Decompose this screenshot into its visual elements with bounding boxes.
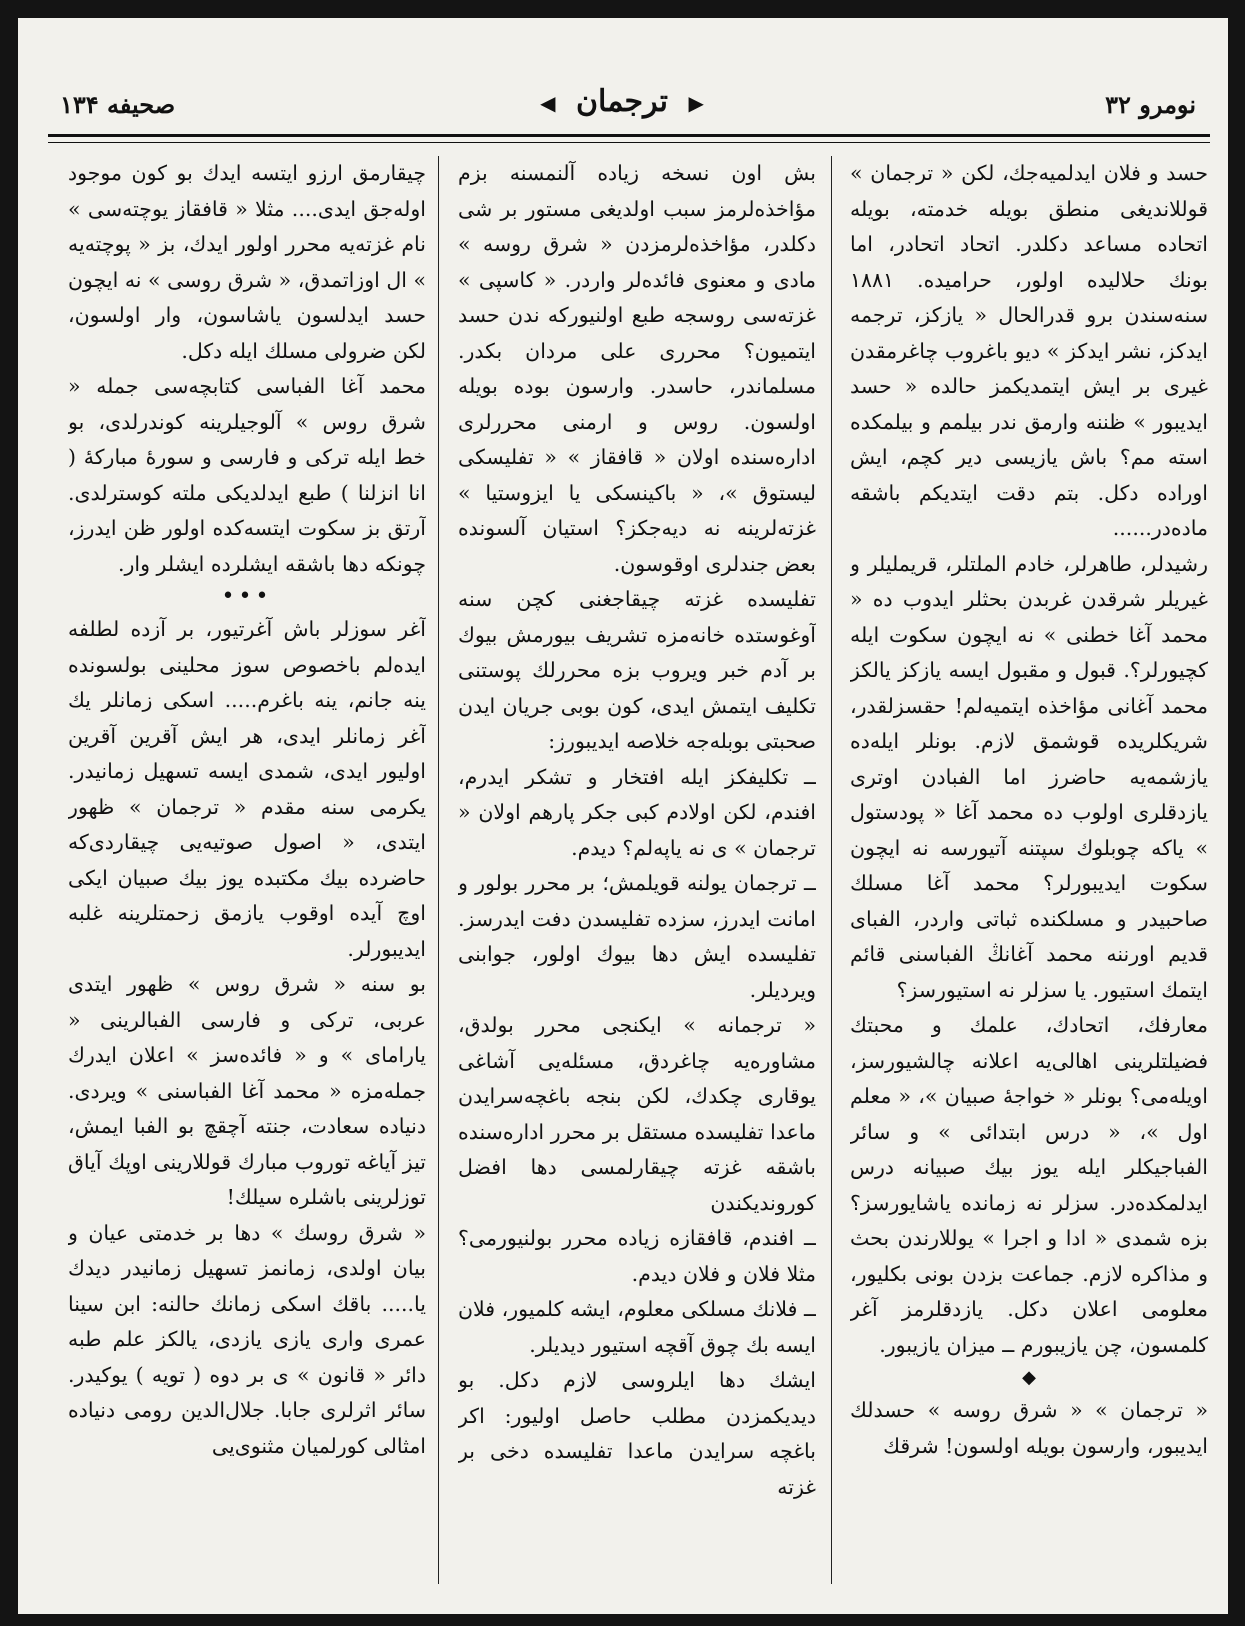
paragraph: ــ تكلیفكز ایله افتخار و تشكر ایدرم، افندم، لكن اولادم كبی جكر پارهم اولان « ترجمان » ی نه یاپه‌لم؟ دیدم. bbox=[458, 764, 816, 860]
newspaper-title: ترجمان bbox=[576, 84, 668, 119]
paragraph: معارفك، اتحادك، علمك و محبتك فضیلتلرینی اهالی‌یه اعلانه چالشیورسز، اویله‌می؟ بونلر « خواجهٔ صبیان »، « معلم اول »، « درس ابتدائی » و سائر الفباجیكلر ایله یوز بیك صبیانه درس ایدلمكده‌در. سزلر نه زمانده یاشایورسز؟ بزه شمدی « ادا و اجرا » یوللارندن بحث و مذاكره لازم. جماعت بزدن بونی بكلیور، معلومی اعلان دكل. یازدقلرمز آغر كلمسون، چن یازیبورم ــ میزان یازیبور. bbox=[850, 1013, 1208, 1357]
column-middle bbox=[458, 156, 816, 1594]
column-left bbox=[68, 156, 426, 1594]
page-header bbox=[30, 80, 1214, 130]
page-number: صحیفه ۱۳۴ bbox=[60, 90, 176, 119]
header-rule-thick bbox=[48, 134, 1210, 137]
issue-number: نومرو ۳۲ bbox=[1105, 90, 1196, 119]
paragraph: تفلیسده غزته چیقاجغنی كچن سنه آوغوستده خانه‌مزه تشریف بیورمش بیوك بر آدم خبر ویروب بزه محررلك پوستنی تكلیف ایتمش ایدی، كون بوبی جریان ایدن صحبتی بوبله‌جه خلاصه ایدیبورز: bbox=[458, 587, 816, 753]
paragraph: ــ فلانك مسلكی معلوم، ایشه كلمیور، فلان ایسه بك چوق آقچه استیور دیدیلر. bbox=[458, 1297, 816, 1357]
ornament-right-icon: ▶ bbox=[688, 91, 704, 115]
text-columns bbox=[28, 156, 1216, 1594]
paragraph: رشیدلر، طاهرلر، خادم الملتلر، قریمليلر و غیریلر شرقدن غربدن بحثلر ایدوب ده « محمد آغا خطنی » نه ایچون سكوت ایله كچیورلر؟. قبول و مقبول ایسه یازكز یالكز محمد آغانی مؤاخذه ایتمیه‌لم! حقسزلقدر، شریكلریده قوشمق لازم. بونلر ایله‌ده یازشمه‌یه حاضرز اما الفبادن اوتری یازدقلری اولوب ده محمد آغا « پودستول » یاكه چوبلوك سپتنه آتیورسه نه ایچون سكوت ایدیبورلر؟ محمد آغا مسلك صاحبیدر و مسلكنده ثباتی واردر، الفبای قدیم اورننه محمد آغانڭ الفباسنی قائم ایتمك استیور. یا سزلر نه استیورسز؟ bbox=[850, 551, 1208, 1002]
column-divider bbox=[438, 156, 439, 1584]
ornament-left-icon: ◀ bbox=[540, 91, 556, 115]
section-separator-icon: ◆ bbox=[1022, 1367, 1036, 1388]
section-asterism-icon: ••• bbox=[221, 584, 273, 609]
paragraph: ــ افندم، قافقازه زیاده محرر بولنیورمی؟ مثلا فلان و فلان دیدم. bbox=[458, 1226, 816, 1286]
paragraph: حسد و فلان ایدلمیه‌جك، لكن « ترجمان » قوللاندیغی منطق بویله خدمته، بویله اتحاده مساعد دكلدر. اتحاد اتحادر، اما بونك حلالیده اولور، حرامیده. ۱۸۸۱ سنه‌سندن برو قدرالحال « یازكز، ترجمه ایدكز، نشر ایدكز » دیو باغروب چاغرمقدن غیری بر ایش ایتمدیكمز حالده « حسد ایدیبور » ظننه وارمق ندر بیلمم و بیلمكده استه مم؟ باش یازیسی دیر كچم، ایش اوراده دكل. بتم دقت ایتدیكم باشقه ماده‌در...... bbox=[850, 161, 1208, 540]
paragraph: چیقارمق ارزو ایتسه ایدك بو كون موجود اوله‌جق ایدی.... مثلا « قافقاز یوچته‌سی » نام غزته‌یه محرر اولور ایدك، بز « پوچته‌یه » ال اوزاتمدق، « شرق روسی » نه ایچون حسد ایدلسون یاشاسون، وار اولسون، لكن ضرولی مسلك ایله دكل. bbox=[68, 161, 426, 363]
column-right bbox=[850, 156, 1208, 1594]
header-rule-thin bbox=[48, 142, 1210, 143]
paragraph: « ترجمانه » ایكنجی محرر بولدق، مشاوره‌یه چاغردق، مسئله‌یی آشاغی یوقاری چكدك، لكن بنجه باغچه‌سرایدن ماعدا تفلیسده مستقل بر محرر اداره‌سنده باشقه غزته چیقارلمسی دها افضل كوروندیكندن bbox=[458, 1013, 816, 1215]
newspaper-page bbox=[18, 18, 1228, 1614]
paragraph: ایشك دها ایلروسی لازم دكل. بو دیدیكمزدن مطلب حاصل اولیور: اكر باغچه سرایدن ماعدا تفلیسده دخی بر غزته bbox=[458, 1368, 816, 1499]
paragraph: بو سنه « شرق روس » ظهور ایتدی عربی، تركی و فارسی الفبالرینی « یارامای » و « فائده‌سز » اعلان ایدرك جمله‌مزه « محمد آغا الفباسنی » ویردی. دنیاده سعادت، جنته آچقچ بو الفبا ایمش، تیز آیاغه توروب مبارك قوللارینی اوپك آیاق توزلرینی باشلره سیلك! bbox=[68, 972, 426, 1209]
masthead bbox=[530, 84, 714, 119]
paragraph: « ترجمان » « شرق روسه » حسدلك ایدیبور، وارسون بویله اولسون! شرقك bbox=[850, 1398, 1208, 1458]
paragraph: آغر سوزلر باش آغرتیور، بر آزده لطلفه ایده‌لم باخصوص سوز محلینی بولسونده ینه جانم، ینه باغرم..... اسكی زمانلر یك آغر زمانلر ایدی، هر ایش آقرین آقرین اولیور ایدی، شمدی ایسه تسهیل زمانیدر. یكرمی سنه مقدم « ترجمان » ظهور ایتدی، « اصول صوتیه‌یی چیقاردی‌كه حاضرده بیك مكتبده یوز بیك صبیان ایكی اوچ آیده اوقوب یازمق زحمتلرینه غلبه ایدیبورلر. bbox=[68, 617, 426, 961]
paragraph: « شرق روسك » دها بر خدمتی عیان و بیان اولدی، زمانمز تسهیل زمانیدر دیدك یا..... باقك اسكی زمانك حالنه: ابن سینا عمری واری یازی یازدی، یالكز علم طبه دائر « قانون » ی بر دوه ( تویه ) یوكیدر. سائر اثرلری جابا. جلال‌الدین رومی دنیاده امثالی كورلمیان مثنوی‌یی bbox=[68, 1220, 426, 1458]
paragraph: محمد آغا الفباسی كتابچه‌سی جمله « شرق روس » آلوجیلرینه كوندرلدی، بو خط ایله تركی و فارسی و سورهٔ مباركهٔ ( انا انزلنا ) طبع ایدلدیكی ملته كوسترلدی. آرتق بز سكوت ایتسه‌كده اولور ظن ایدرز، چونكه دها باشقه ایشلرده ایشلر وار. bbox=[68, 374, 426, 576]
column-divider bbox=[831, 156, 832, 1584]
paragraph: بش اون نسخه زیاده آلنمسنه بزم مؤاخذه‌لرمز سبب اولدیغی مستور بر شی دكلدر، مؤاخذه‌لرمزدن « شرق روسه » مادی و معنوی فائده‌لر واردر. « كاسپی » غزته‌سی روسجه طبع اولنیوركه ندن حسد ایتمیون؟ محرری علی مردان بكدر. مسلماندر، حاسدر. وارسون بوده بویله اولسون. روس و ارمنی محررلری اداره‌سنده اولان « قافقاز » « تفلیسكی لیستوق »، « باكینسكی یا ایزوستیا » غزته‌لرینه نه دیه‌جكز؟ استیان آلسونده بعض جندلری اوقوسون. bbox=[458, 161, 816, 576]
paragraph: ــ ترجمان یولنه قویلمش؛ بر محرر بولور و امانت ایدرز، سزده تفلیسدن دفت ایدرسز. تفلیسده ایش دها بیوك اولور، جوابنی ویردیلر. bbox=[458, 871, 816, 1002]
